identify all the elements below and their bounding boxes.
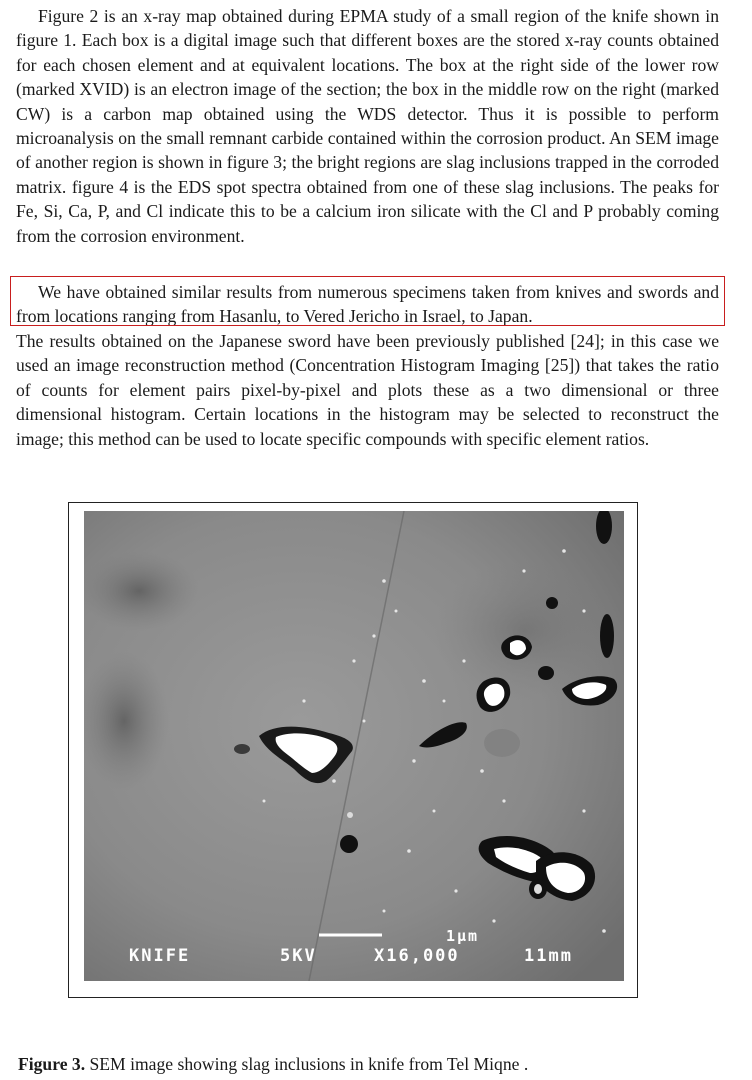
- dark-region: [84, 551, 199, 631]
- dark-particle: [538, 666, 554, 680]
- bright-dot: [347, 812, 353, 818]
- dark-particle: [340, 835, 358, 853]
- caption-text: SEM image showing slag inclusions in knife from Tel Miqne .: [85, 1054, 529, 1074]
- paragraph-figure2-description: Figure 2 is an x-ray map obtained during EPMA study of a small region of the knife shown in figure 1. Each box is a digital image such that different boxes are the stored x-ray counts obtained for each chosen element and at equivalent locations. The box at the right side of the lower row (marked XVID) is an electron image of the section; the box in the middle row on the right (marked CW) is a carbon map obtained using the WDS detector. Thus it is possible to perform microanalysis on the small remnant carbide contained within the corrosion product. An SEM image of another region is shown in figure 3; the bright regions are slag inclusions trapped in the corroded matrix. figure 4 is the EDS spot spectra obtained from one of these slag inclusions. The peaks for Fe, Si, Ca, P, and Cl indicate this to be a calcium iron silicate with the Cl and P probably coming from the corrosion environment.: [16, 6, 719, 246]
- sem-image: [84, 511, 624, 981]
- scale-bar-label: 1µm: [446, 927, 480, 945]
- dark-spot: [234, 744, 250, 754]
- dark-particle: [600, 614, 614, 658]
- figure-caption: [18, 1052, 528, 1076]
- sample-label: KNIFE: [129, 946, 191, 966]
- voltage-label: 5KV: [280, 946, 317, 966]
- caption-label: Figure 3.: [18, 1054, 86, 1074]
- highlight-box: [10, 276, 725, 326]
- dark-particle: [546, 597, 558, 609]
- working-distance-label: 11mm: [524, 946, 573, 966]
- dark-region: [484, 729, 520, 757]
- paragraph-japanese-sword: The results obtained on the Japanese sword have been previously published [24]; in this case we used an image reconstruction method (Concentration Histogram Imaging [25]) that takes the ratio of counts for element pairs pixel-by-pixel and plots these as a two dimensional or three dimensional histogram. Certain locations in the histogram may be selected to reconstruct the image; this method can be used to locate specific compounds with specific element ratios.: [16, 331, 719, 449]
- magnification-label: X16,000: [374, 946, 460, 966]
- bright-dot: [534, 884, 542, 894]
- paragraph-similar-results: We have obtained similar results from numerous specimens taken from knives and swords and from locations ranging from Hasanlu, to Vered Jericho in Israel, to Japan.: [16, 282, 719, 327]
